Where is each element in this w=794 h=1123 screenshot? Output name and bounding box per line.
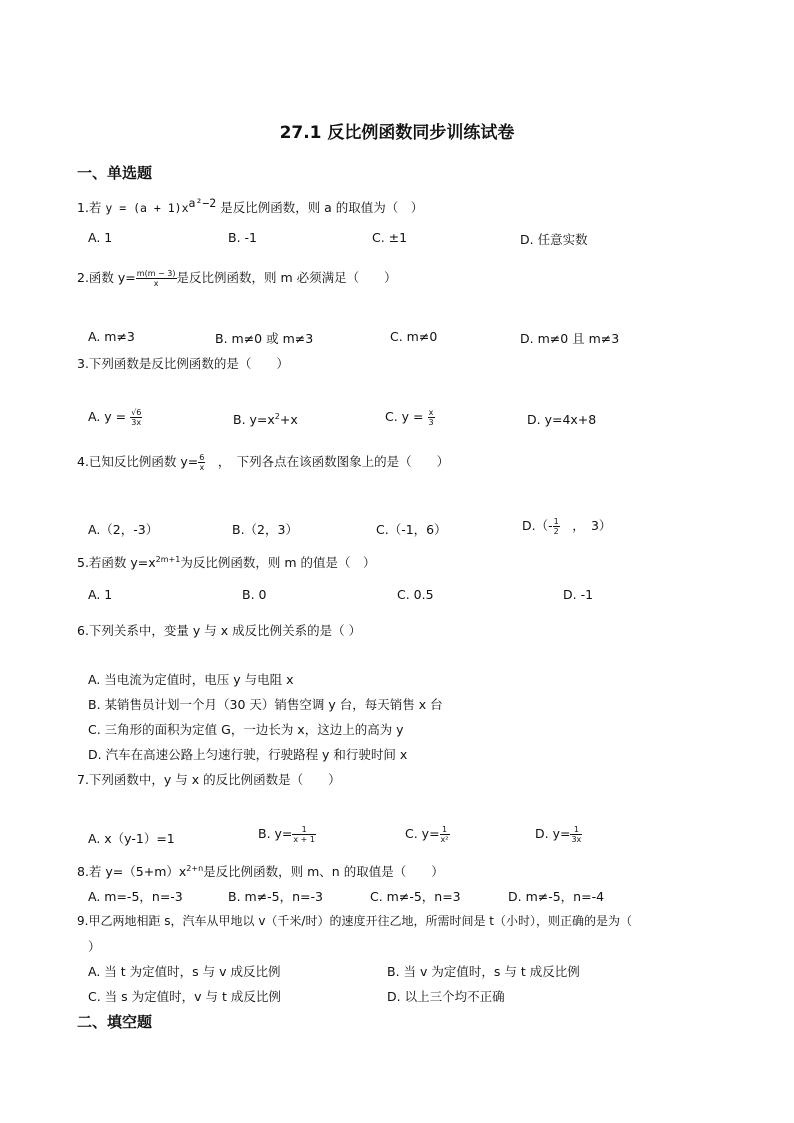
q7-b-fraction — [292, 825, 316, 844]
q3-option-c — [385, 408, 435, 427]
q7-option-c — [405, 825, 450, 844]
q7-c-denominator: x² — [440, 835, 449, 844]
question-3: 3.下列函数是反比例函数的是（ ） — [77, 356, 289, 371]
q3-c-fraction — [428, 408, 435, 427]
exam-title: 27.1 反比例函数同步训练试卷 — [279, 123, 515, 143]
q4-numerator: 6 — [199, 453, 205, 462]
q7-b-prefix: B. y= — [258, 826, 293, 841]
q3-a-denominator: 3x — [131, 418, 142, 427]
q3-c-prefix: C. y = — [385, 409, 428, 424]
q5-option-c: C. 0.5 — [397, 587, 434, 602]
q7-c-prefix: C. y= — [405, 826, 440, 841]
q9-option-b: B. 当 v 为定值时，s 与 t 成反比例 — [387, 964, 580, 979]
q7-option-a: A. x（y-1）=1 — [88, 831, 175, 846]
q4-option-c: C.（-1，6） — [376, 522, 447, 537]
q1-expression: y = (a + 1)x — [105, 201, 189, 216]
q8-option-a: A. m=-5，n=-3 — [88, 889, 183, 904]
q3-option-d: D. y=4x+8 — [527, 412, 597, 427]
q4-d-fraction — [553, 517, 560, 536]
q3-a-prefix: A. y = — [88, 409, 131, 424]
q7-d-numerator: 1 — [570, 825, 582, 835]
q1-prefix: 1.若 — [77, 200, 102, 216]
question-7: 7.下列函数中，y 与 x 的反比例函数是（ ） — [77, 772, 341, 787]
q1-option-b: B. -1 — [228, 230, 257, 245]
q7-option-b — [258, 825, 316, 844]
q7-c-numerator: 1 — [440, 825, 450, 835]
q4-option-a: A.（2，-3） — [88, 522, 159, 537]
q6-option-b: B. 某销售员计划一个月（30 天）销售空调 y 台，每天销售 x 台 — [88, 697, 443, 712]
q6-option-c: C. 三角形的面积为定值 G，一边长为 x，这边上的高为 y — [88, 722, 404, 737]
question-2 — [77, 268, 397, 288]
q1-suffix: 是反比例函数，则 a 的取值为（ ） — [220, 200, 424, 216]
q3-option-b — [233, 412, 298, 427]
section-single-choice: 一、单选题 — [77, 164, 153, 182]
question-9-line-2: ） — [88, 939, 101, 954]
q5-suffix: 为反比例函数，则 m 的值是（ ） — [180, 555, 376, 570]
q4-d-numerator: 1 — [553, 517, 559, 526]
question-8 — [77, 862, 444, 880]
q3-b-prefix: B. y=x — [233, 412, 275, 428]
q1-option-d: D. 任意实数 — [520, 232, 588, 247]
q7-b-denominator: x + 1 — [293, 835, 316, 844]
q7-d-prefix: D. y= — [535, 826, 571, 841]
q5-exponent: 2m+1 — [155, 554, 181, 564]
q4-prefix: 4.已知反比例函数 y= — [77, 454, 199, 469]
question-9-line-1: 9.甲乙两地相距 s，汽车从甲地以 v（千米/时）的速度开往乙地，所需时间是 t（小时），则正确的是为（ — [77, 914, 632, 928]
q3-b-exponent: 2 — [274, 412, 280, 421]
q4-d-denominator: 2 — [553, 527, 559, 536]
q9-option-d: D. 以上三个均不正确 — [387, 989, 505, 1004]
q4-d-suffix: ， 3） — [559, 518, 612, 533]
q8-option-d: D. m≠-5，n=-4 — [508, 889, 605, 904]
q4-d-prefix: D.（- — [522, 518, 553, 533]
q6-option-d: D. 汽车在高速公路上匀速行驶，行驶路程 y 和行驶时间 x — [88, 747, 408, 762]
q1-option-a: A. 1 — [88, 230, 113, 245]
q2-numerator: m(m − 3) — [136, 269, 176, 278]
question-4 — [77, 452, 449, 472]
question-5 — [77, 553, 375, 571]
q2-fraction — [136, 269, 177, 288]
q4-suffix: ， 下列各点在该函数图象上的是（ ） — [205, 454, 450, 469]
section-fill-blank: 二、填空题 — [77, 1013, 153, 1031]
q4-denominator: x — [199, 463, 205, 472]
q2-suffix: 是反比例函数，则 m 必须满足（ ） — [176, 270, 397, 285]
q3-option-a — [88, 408, 142, 427]
q6-option-a: A. 当电流为定值时，电压 y 与电阻 x — [88, 672, 294, 687]
q8-option-c: C. m≠-5，n=3 — [370, 889, 461, 904]
q7-d-fraction — [570, 825, 582, 844]
q1-option-c: C. ±1 — [372, 230, 408, 245]
q3-c-denominator: 3 — [428, 418, 434, 427]
q8-exponent: 2+n — [186, 863, 204, 873]
question-6: 6.下列关系中，变量 y 与 x 成反比例关系的是（ ） — [77, 623, 362, 638]
q9-option-c: C. 当 s 为定值时，v 与 t 成反比例 — [88, 989, 281, 1004]
q8-suffix: 是反比例函数，则 m、n 的取值是（ ） — [203, 864, 444, 879]
q2-option-a: A. m≠3 — [88, 329, 135, 344]
q5-prefix: 5.若函数 y=x — [77, 555, 156, 570]
q7-b-numerator: 1 — [292, 825, 316, 835]
q5-option-a: A. 1 — [88, 587, 113, 602]
q2-option-b: B. m≠0 或 m≠3 — [215, 331, 314, 346]
q2-option-c: C. m≠0 — [390, 329, 438, 344]
q3-c-numerator: x — [428, 408, 434, 417]
q4-option-d — [522, 516, 611, 536]
q7-d-denominator: 3x — [571, 835, 582, 844]
q8-option-b: B. m≠-5，n=-3 — [228, 889, 323, 904]
q7-c-fraction — [440, 825, 450, 844]
q3-a-fraction — [130, 408, 142, 427]
q3-b-suffix: +x — [279, 412, 298, 428]
q8-prefix: 8.若 y=（5+m）x — [77, 864, 187, 879]
q1-exponent: a²−2 — [188, 196, 217, 210]
q4-option-b: B.（2，3） — [232, 522, 298, 537]
q2-denominator: x — [153, 279, 159, 288]
q5-option-b: B. 0 — [242, 587, 267, 602]
q3-a-numerator: √6 — [131, 408, 142, 417]
q7-option-d — [535, 825, 582, 844]
q2-prefix: 2.函数 y= — [77, 270, 136, 285]
q9-option-a: A. 当 t 为定值时，s 与 v 成反比例 — [88, 964, 281, 979]
question-1 — [77, 196, 423, 216]
q5-option-d: D. -1 — [563, 587, 594, 602]
q2-option-d: D. m≠0 且 m≠3 — [520, 331, 620, 346]
